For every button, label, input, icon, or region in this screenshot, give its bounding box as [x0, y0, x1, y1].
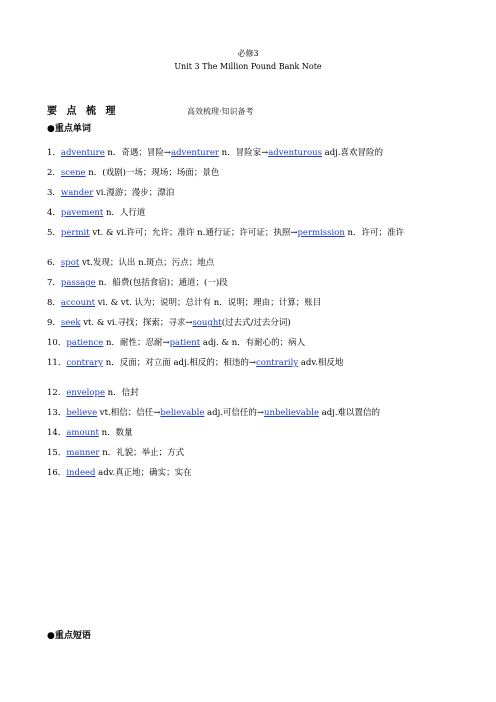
book-title: 必修3 [237, 49, 259, 58]
item-number: 10． [47, 338, 67, 348]
definition-text: (过去式/过去分词) [221, 318, 291, 328]
key-words-heading: ●重点单词 [47, 124, 91, 134]
item-number: 9． [47, 318, 61, 328]
definition-text: adj. & n．有耐心的；病人 [200, 338, 306, 348]
vocab-item [47, 258, 214, 268]
derived-word-link[interactable]: sought [192, 318, 222, 328]
keyword-link[interactable]: passage [60, 278, 96, 288]
item-number: 5． [47, 228, 61, 238]
keyword-link[interactable]: pavement [60, 208, 104, 218]
keyword-link[interactable]: wander [60, 188, 94, 198]
keyword-link[interactable]: envelope [66, 388, 105, 398]
definition-text: vi. & vt. 认为；说明；总计有 n．说明；理由；计算；账目 [95, 298, 322, 308]
keyword-link[interactable]: amount [66, 428, 99, 438]
item-number: 15． [47, 448, 67, 458]
definition-text: n．数量 [98, 428, 133, 438]
item-number: 16． [47, 468, 67, 478]
definition-text: adv.相反地 [298, 358, 344, 368]
item-number: 3． [47, 188, 61, 198]
vocab-item [47, 428, 133, 438]
keyword-link[interactable]: permit [60, 228, 90, 238]
derived-word-link[interactable]: permission [297, 228, 345, 238]
definition-text: n．船费(包括食宿)；通道；(一)段 [95, 278, 228, 288]
definition-text: vt.相信；信任→ [97, 408, 161, 418]
definition-text: adj.喜欢冒险的 [321, 148, 384, 158]
keyword-link[interactable]: manner [66, 448, 100, 458]
derived-word-link[interactable]: adventurer [171, 148, 219, 158]
keyword-link[interactable]: contrary [66, 358, 104, 368]
keyword-link[interactable]: believe [66, 408, 98, 418]
vocab-item [47, 298, 321, 308]
section-subtitle: 高效梳理·知识备考 [187, 107, 254, 116]
item-number: 11． [47, 358, 67, 368]
keyword-link[interactable]: spot [60, 258, 80, 268]
definition-text: vi.漫游；漫步；漂泊 [93, 188, 175, 198]
vocab-item [47, 148, 383, 158]
definition-text: n．礼貌；举止；方式 [99, 448, 185, 458]
definition-text: adv.真正地；确实；实在 [95, 468, 192, 478]
vocab-item [47, 208, 145, 218]
vocab-item [47, 338, 305, 348]
keyword-link[interactable]: seek [60, 318, 81, 328]
derived-word-link[interactable]: unbelievable [264, 408, 319, 418]
vocab-item [47, 448, 184, 458]
definition-text: n．(戏剧)一场；现场；场面；景色 [85, 168, 220, 178]
definition-text: vt.发现；认出 n.斑点；污点；地点 [79, 258, 215, 268]
item-number: 12． [47, 388, 67, 398]
definition-text: n．许可；准许 [344, 228, 405, 238]
key-phrases-heading: ●重点短语 [47, 631, 91, 641]
derived-word-link[interactable]: patient [169, 338, 201, 348]
item-number: 6． [47, 258, 61, 268]
item-number: 8． [47, 298, 61, 308]
section-title: 要 点 梳 理 [47, 106, 119, 117]
derived-word-link[interactable]: contrarily [255, 358, 299, 368]
vocab-item [47, 168, 219, 178]
definition-text: n．耐性；忍耐→ [103, 338, 170, 348]
item-number: 1． [47, 148, 61, 158]
item-number: 7． [47, 278, 61, 288]
definition-text: n．冒险家→ [218, 148, 269, 158]
definition-text: n．信封 [104, 388, 139, 398]
vocab-item [47, 408, 380, 418]
definition-text: adj.难以置信的 [318, 408, 381, 418]
keyword-link[interactable]: account [60, 298, 95, 308]
item-number: 13． [47, 408, 67, 418]
derived-word-link[interactable]: believable [160, 408, 205, 418]
vocab-item [47, 468, 192, 478]
item-number: 2． [47, 168, 61, 178]
vocab-item [47, 228, 404, 238]
item-number: 4． [47, 208, 61, 218]
definition-text: adj.可信任的→ [204, 408, 265, 418]
definition-text: n．反面；对立面 adj.相反的；相违的→ [103, 358, 256, 368]
definition-text: vt. & vi.寻找；探索；寻求→ [80, 318, 193, 328]
keyword-link[interactable]: adventure [60, 148, 105, 158]
item-number: 14． [47, 428, 67, 438]
definition-text: n．人行道 [103, 208, 146, 218]
vocab-item [47, 358, 343, 368]
vocab-item [47, 318, 291, 328]
definition-text: n．奇遇；冒险→ [104, 148, 172, 158]
keyword-link[interactable]: patience [66, 338, 104, 348]
vocab-item [47, 388, 139, 398]
vocab-item [47, 188, 174, 198]
derived-word-link[interactable]: adventurous [268, 148, 322, 158]
unit-title: Unit 3 The Million Pound Bank Note [174, 62, 322, 71]
keyword-link[interactable]: scene [60, 168, 86, 178]
vocab-item [47, 278, 228, 288]
definition-text: vt. & vi.许可；允许；准许 n.通行证；许可证；执照→ [89, 228, 298, 238]
keyword-link[interactable]: indeed [66, 468, 96, 478]
